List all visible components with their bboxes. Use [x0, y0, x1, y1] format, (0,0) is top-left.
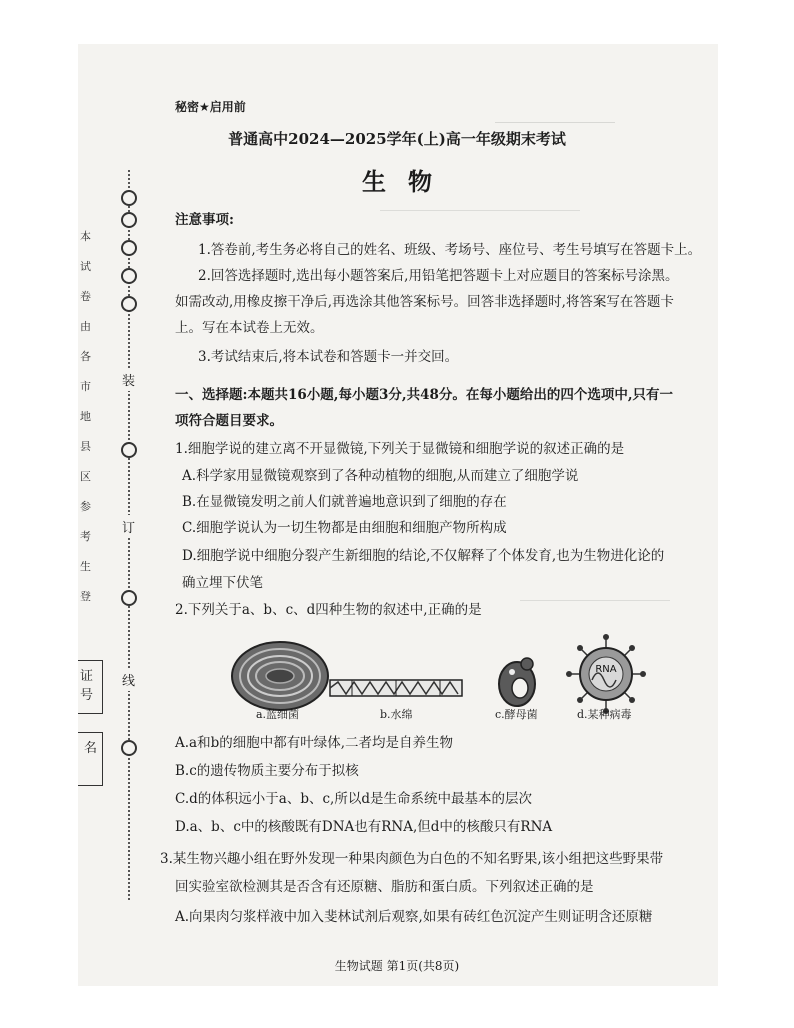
margin-char: 地 — [80, 410, 91, 423]
virus-rna-label: RNA — [595, 664, 617, 675]
binding-hole — [121, 240, 137, 256]
secret-label: 秘密★启用前 — [175, 100, 246, 114]
caption-c: c.酵母菌 — [495, 708, 538, 721]
section-heading-line-1: 一、选择题:本题共16小题,每小题3分,共48分。在每小题给出的四个选项中,只有一 — [175, 387, 674, 403]
bleed-through-mark — [380, 210, 580, 219]
exam-number-label: 证号 — [80, 669, 94, 703]
page-footer: 生物试题 第1页(共8页) — [334, 959, 460, 973]
margin-char: 生 — [80, 560, 91, 573]
exam-number-box[interactable] — [78, 660, 103, 714]
section-heading-line-2: 项符合题目要求。 — [175, 413, 283, 429]
q1-option-b: B.在显微镜发明之前人们就普遍地意识到了细胞的存在 — [182, 494, 507, 510]
yeast-image — [499, 658, 535, 706]
margin-char: 卷 — [80, 290, 91, 303]
q2-option-c: C.d的体积远小于a、b、c,所以d是生命系统中最基本的层次 — [175, 791, 532, 807]
q3-option-a: A.向果肉匀浆样液中加入斐林试剂后观察,如果有砖红色沉淀产生则证明含还原糖 — [175, 909, 653, 925]
margin-char: 登 — [80, 590, 91, 603]
q3-stem-line-2: 回实验室欲检测其是否含有还原糖、脂肪和蛋白质。下列叙述正确的是 — [175, 879, 594, 895]
binding-hole — [121, 296, 137, 312]
note-2-line-3: 上。写在本试卷上无效。 — [175, 320, 324, 336]
q2-option-d: D.a、b、c中的核酸既有DNA也有RNA,但d中的核酸只有RNA — [175, 819, 553, 835]
margin-char: 参 — [80, 500, 91, 513]
caption-d: d.某种病毒 — [577, 708, 632, 721]
note-2-line-2: 如需改动,用橡皮擦干净后,再选涂其他答案标号。回答非选择题时,将答案写在答题卡 — [175, 294, 674, 310]
spirogyra-image — [330, 680, 462, 696]
cyanobacteria-image — [232, 642, 328, 710]
binding-hole — [121, 268, 137, 284]
q1-option-a: A.科学家用显微镜观察到了各种动植物的细胞,从而建立了细胞学说 — [182, 468, 579, 484]
notes-heading: 注意事项: — [175, 212, 234, 228]
margin-char: 试 — [80, 260, 91, 273]
name-label: 名 — [84, 741, 98, 756]
margin-char: 市 — [80, 380, 91, 393]
binding-hole — [121, 740, 137, 756]
binding-hole — [121, 442, 137, 458]
binding-word-xian: 线 — [122, 668, 135, 691]
binding-word-zhuang: 装 — [122, 368, 135, 391]
q2-option-a: A.a和b的细胞中都有叶绿体,二者均是自养生物 — [175, 735, 454, 751]
bleed-through-mark — [520, 600, 670, 609]
margin-char: 由 — [80, 320, 91, 333]
q1-option-d-line-1: D.细胞学说中细胞分裂产生新细胞的结论,不仅解释了个体发育,也为生物进化论的 — [182, 548, 665, 564]
name-box[interactable] — [78, 732, 103, 786]
margin-char: 本 — [80, 230, 91, 243]
margin-char: 各 — [80, 350, 91, 363]
q2-option-b: B.c的遗传物质主要分布于拟核 — [175, 763, 359, 779]
binding-word-ding: 订 — [122, 515, 135, 538]
margin-char: 考 — [80, 530, 91, 543]
note-3: 3.考试结束后,将本试卷和答题卡一并交回。 — [198, 349, 459, 365]
note-2-line-1: 2.回答选择题时,选出每小题答案后,用铅笔把答题卡上对应题目的答案标号涂黑。 — [198, 268, 679, 284]
note-1: 1.答卷前,考生务必将自己的姓名、班级、考场号、座位号、考生号填写在答题卡上。 — [198, 242, 702, 258]
virus-image — [566, 634, 646, 714]
binding-hole — [121, 590, 137, 606]
q3-stem-line-1: 3.某生物兴趣小组在野外发现一种果肉颜色为白色的不知名野果,该小组把这些野果带 — [160, 851, 664, 867]
q2-stem: 2.下列关于a、b、c、d四种生物的叙述中,正确的是 — [175, 602, 482, 618]
caption-a: a.蓝细菌 — [256, 708, 300, 721]
margin-char: 区 — [80, 470, 91, 483]
exam-title: 普通高中2024—2025学年(上)高一年级期末考试 — [228, 130, 566, 148]
q1-option-d-line-2: 确立埋下伏笔 — [182, 575, 263, 591]
binding-hole — [121, 212, 137, 228]
margin-char: 县 — [80, 440, 91, 453]
subject-title: 生物 — [362, 167, 454, 196]
q1-stem: 1.细胞学说的建立离不开显微镜,下列关于显微镜和细胞学说的叙述正确的是 — [175, 441, 625, 457]
q1-option-c: C.细胞学说认为一切生物都是由细胞和细胞产物所构成 — [182, 520, 507, 536]
caption-b: b.水绵 — [380, 708, 413, 721]
